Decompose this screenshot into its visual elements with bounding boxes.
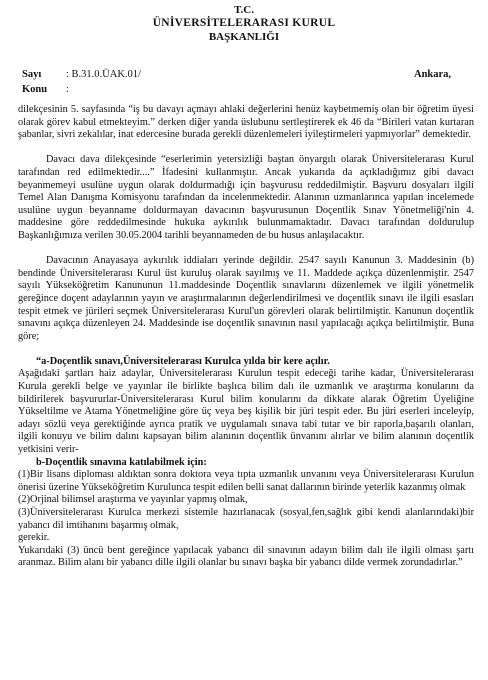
konu-value: : [66,84,69,95]
konu-label: Konu [22,84,48,95]
condition-2: (2)Orjinal bilimsel araştırma ve yayınlar yapmış olmak, [18,494,248,506]
subhead-b: b-Doçentlik sınavına katılabilmek için: [36,456,207,468]
paragraph-1: dilekçesinin 5. sayfasında “iş bu davayı açmayı ahlaki değerlerini henüz kaybetmemiş olan bir öğretim üyesi olarak görev kabul etmekteyim.” derken diğer yanda üslubunu sertleştirerek ek 46 da “Birileri vatan kurtaran şabanlar, sivri zekalılar, inat edercesine burada gerekli düzenlemeleri iyileştirmeleri yapmıyorlar” demektedir. [18,104,474,141]
paragraph-3: Davacının Anayasaya aykırılık iddiaları yerinde değildir. 2547 sayılı Kanunun 3. Maddesinin (b) bendinde Üniversitelerarası Kurul üst kuruluş olarak sayılmış ve 11. Maddede açıkça düzenlenmiştir. 2547 sayılı Yükseköğretim Kanununun 11.maddesinde Doçentlik sınavlarını düzenlemek ve ilgili yönetmelik gereğince doçent adaylarının yayın ve araştırmalarının değerlendirilmesi ve doçentlik sınavı ile ilgili esasları tespit etmek ve jürileri seçmek Üniversitelerarası Kurul'un görevleri olarak belirtilmiştir. Kanunun doçentlik sınavını açıkça düzenleyen 24. Maddesinde ise doçentlik sınavının nasıl yapılacağı açıkça belirtilmiştir. Buna göre; [18,255,474,342]
header-presidency: BAŞKANLIĞI [208,31,280,43]
quote-heading: “a-Doçentlik sınavı,Üniversitelerarası Kurulca yılda bir kere açılır. [36,355,330,367]
document-body [18,104,474,570]
header-institution: ÜNİVERSİTELERARASI KURUL [152,17,336,29]
quote-paragraph: Aşağıdaki şartları haiz adaylar, Üniversitelerarası Kurulun tespit edeceği tarihe kadar, Üniversitelerarası Kurula gerekli belge ve yayınlar ile birlikte başlıca bilim dalı ile uzmanlık ve araştırma konularını da bildirilerek başvururlar-Üniversitelerarası Kurul bilim konularını da dikkate alarak Öğretim Üyeliğine Yükseltilme ve Atama Yönetmeliğine göre üç veya beş kişilik bir jüri tespit eder. Bu jüri eserleri inceleyip, adayı sözlü veya gerektiğinde ayrıca pratik ve uygulamalı sınava tabi tutar ve bir raporla,başarılı olanları, ilgili konuyu ve bilim dalını kapsayan bilim alanının doçentlik ünvanını alırlar ve bilim alanının doçentlik yetkisini verir- [18,368,474,456]
closing-paragraph: Yukarıdaki (3) üncü bent gereğince yapılacak yabancı dil sınavının adayın bilim dalı ile ilgili olması şartı aranmaz. Bilim alanı bir yabancı dille ilgili olanlar bu sınavı başka bir yabancı dilde vermek zorundadırlar.” [18,544,474,569]
condition-3: (3)Üniversitelerarası Kurulca merkezi sistemle hazırlanacak (sosyal,fen,sağlık gibi kendi alanlarındaki)bir yabancı dil imtihanını başarmış olmak, [18,507,474,531]
sayi-label: Sayı [22,69,42,80]
condition-footer: gerekir. [18,532,50,544]
sayi-value: : B.31.0.ÜAK.01/ [66,69,141,80]
header-tc: T.C. [234,4,254,16]
paragraph-2: Davacı dava dilekçesinde “eserlerimin yetersizliği baştan önyargılı olarak Üniversitelerarası Kurul tarafından red edilmektedir....” İfadesini kullanmıştır. Ancak yukarıda da açıkladığımız gibi davacı beyanmemeyi usulüne uygun olarak doldurmadığı için başvurusu reddedilmiştir. Başvuru dosyaları ilgili Temel Alan Danışma Komisyonu tarafından da incelenmektedir. Alanının uzmanlarınca yapılan incelemede usulüne uygun beyanname doldurmayan davacının başvurusunun Doçentlik Sınav Yönetmeliği'nin 4. maddesine göre reddedilmesinde hukuka aykırılık bulunmamaktadır. Davacı tarafından doldurulup Başkanlığımıza verilen 30.05.2004 tarihli beyannameden de bu husus anlaşılacaktır. [18,154,474,241]
condition-1: (1)Bir lisans diploması aldıktan sonra doktora veya tıpta uzmanlık unvanını veya Üniversitelerarası Kurulun önerisi üzerine Yükseköğretim Kurulunca tespit edilen belli sanat dallarının birinde yeterlik kazanmış olmak [18,469,474,493]
city-date: Ankara, [414,69,452,80]
